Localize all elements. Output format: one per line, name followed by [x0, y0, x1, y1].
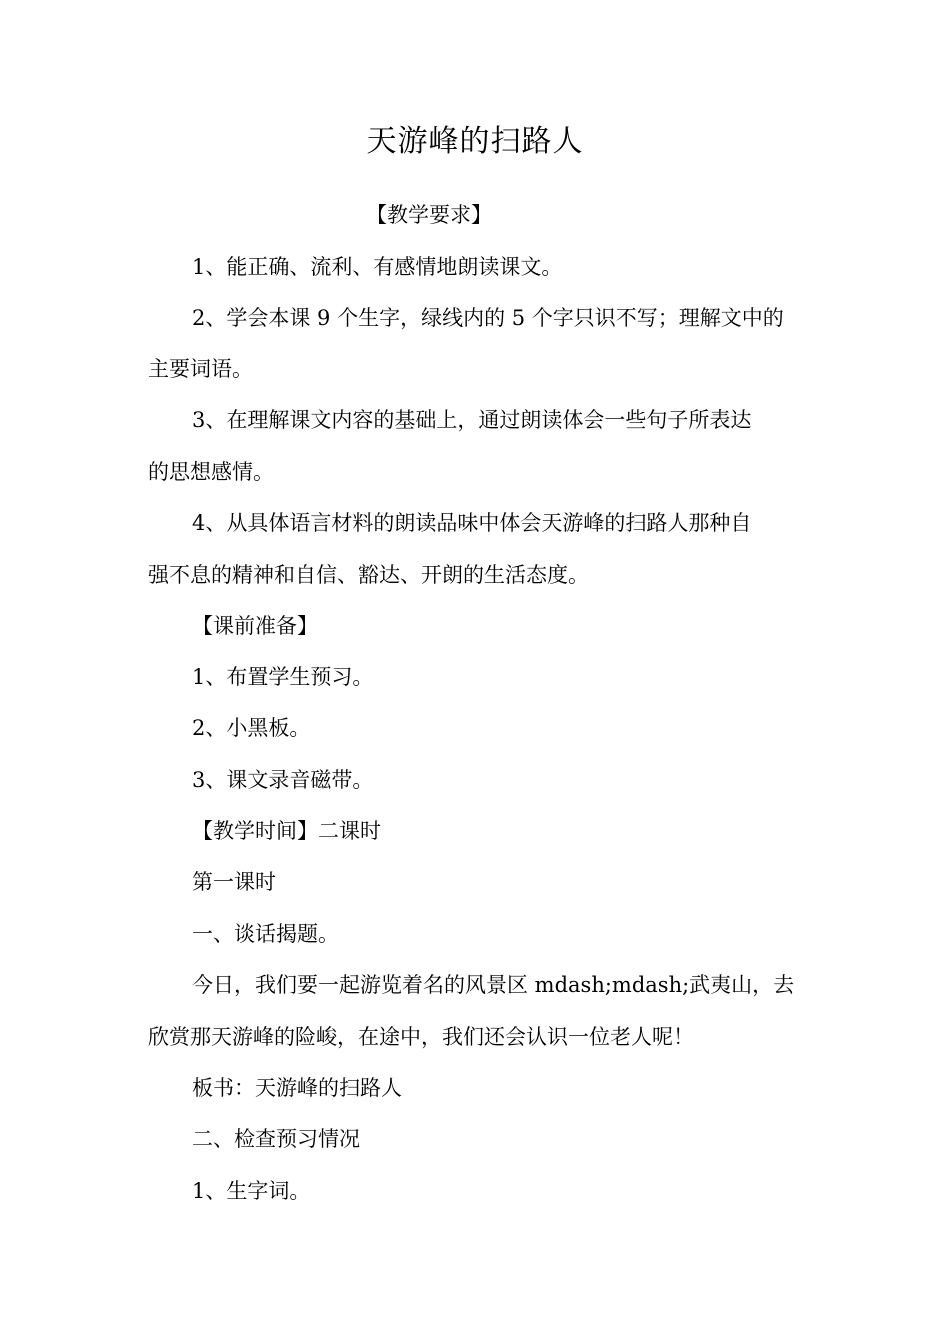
paragraph-line: 1、布置学生预习。 — [192, 665, 374, 689]
paragraph-line: 2、小黑板。 — [192, 716, 311, 740]
section-heading-time: 【教学时间】二课时 — [192, 819, 381, 843]
section-heading-requirements: 【教学要求】 — [366, 203, 492, 227]
paragraph-line: 今日，我们要一起游览着名的风景区 mdash;mdash;武夷山，去 — [192, 973, 795, 997]
paragraph-line: 1、生字词。 — [192, 1179, 311, 1203]
step-heading: 一、谈话揭题。 — [192, 922, 339, 946]
step-heading: 二、检查预习情况 — [192, 1127, 360, 1151]
paragraph-line: 1、能正确、流利、有感情地朗读课文。 — [192, 255, 563, 279]
paragraph-line: 3、课文录音磁带。 — [192, 768, 374, 792]
paragraph-line: 强不息的精神和自信、豁达、开朗的生活态度。 — [148, 563, 589, 587]
lesson-heading: 第一课时 — [192, 870, 276, 894]
paragraph-line: 4、从具体语言材料的朗读品味中体会天游峰的扫路人那种自 — [192, 511, 752, 535]
paragraph-line: 主要词语。 — [148, 357, 253, 381]
paragraph-line: 板书：天游峰的扫路人 — [192, 1076, 402, 1100]
paragraph-line: 欣赏那天游峰的险峻，在途中，我们还会认识一位老人呢！ — [148, 1025, 694, 1049]
paragraph-line: 2、学会本课 9 个生字，绿线内的 5 个字只识不写；理解文中的 — [192, 306, 784, 330]
paragraph-line: 3、在理解课文内容的基础上，通过朗读体会一些句子所表达 — [192, 408, 752, 432]
paragraph-line: 的思想感情。 — [148, 460, 274, 484]
section-heading-preparation: 【课前准备】 — [192, 614, 318, 638]
document-title: 天游峰的扫路人 — [366, 124, 584, 159]
